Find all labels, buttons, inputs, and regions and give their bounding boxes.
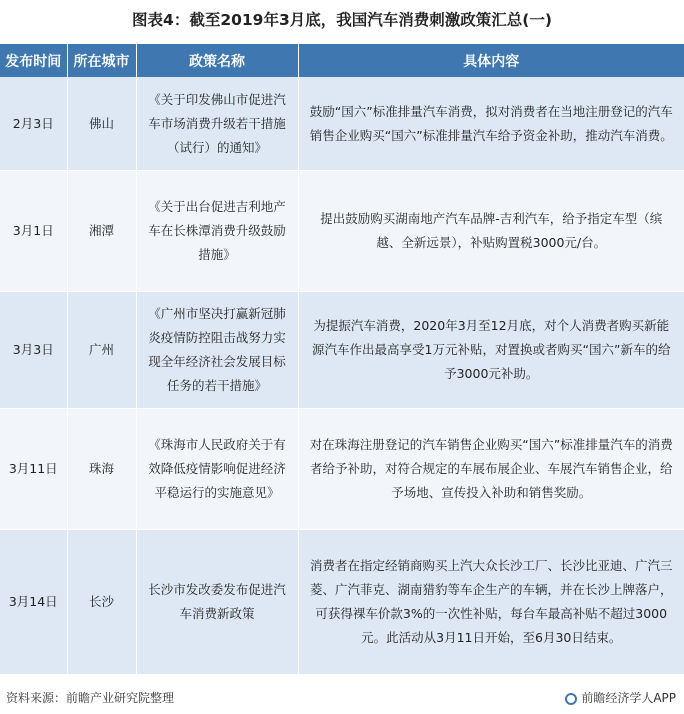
row-date: 3月14日 (0, 530, 67, 675)
row-content: 消费者在指定经销商购买上汽大众长沙工厂、长沙比亚迪、广汽三菱、广汽菲克、湖南猎豹等车企生产的车辆，并在长沙上牌落户，可获得裸车价款3%的一次性补贴，每台车最高补贴不超过3000元。此活动从3月11日开始，至6月30日结束。 (298, 530, 684, 675)
footer (0, 683, 684, 714)
policy-table (0, 44, 684, 675)
row-content: 为提振汽车消费，2020年3月至12月底，对个人消费者购买新能源汽车作出最高享受1万元补贴，对置换或者购买“国六”新车的给予3000元补助。 (298, 292, 684, 409)
table-row (0, 530, 684, 675)
row-city: 珠海 (67, 409, 136, 530)
row-content: 对在珠海注册登记的汽车销售企业购买“国六”标准排量汽车的消费者给予补助，对符合规定的车展布展企业、车展汽车销售企业，给予场地、宣传投入补助和销售奖励。 (298, 409, 684, 530)
table-row (0, 409, 684, 530)
brand-mark-icon (565, 693, 577, 705)
table-header-row (0, 44, 684, 77)
table-row (0, 292, 684, 409)
row-content: 提出鼓励购买湖南地产汽车品牌-吉利汽车，给予指定车型（缤越、全新远景），补贴购置税3000元/台。 (298, 171, 684, 292)
row-date: 3月3日 (0, 292, 67, 409)
row-content: 鼓励“国六”标准排量汽车消费，拟对消费者在当地注册登记的汽车销售企业购买“国六”标准排量汽车给予资金补助，推动汽车消费。 (298, 77, 684, 171)
column-header-policy: 政策名称 (136, 44, 298, 77)
table-row (0, 171, 684, 292)
source-note: 资料来源：前瞻产业研究院整理 (6, 691, 175, 705)
brand-label: 前瞻经济学人APP (581, 691, 676, 705)
table-row (0, 77, 684, 171)
row-city: 湘潭 (67, 171, 136, 292)
column-header-city: 所在城市 (67, 44, 136, 77)
column-header-content: 具体内容 (298, 44, 684, 77)
row-city: 长沙 (67, 530, 136, 675)
row-city: 广州 (67, 292, 136, 409)
page-title: 图表4：截至2019年3月底，我国汽车消费刺激政策汇总(一) (132, 11, 552, 29)
row-policy: 长沙市发改委发布促进汽车消费新政策 (136, 530, 298, 675)
row-date: 3月1日 (0, 171, 67, 292)
row-city: 佛山 (67, 77, 136, 171)
row-policy: 《关于出台促进吉利地产车在长株潭消费升级鼓励措施》 (136, 171, 298, 292)
row-date: 2月3日 (0, 77, 67, 171)
row-policy: 《广州市坚决打赢新冠肺炎疫情防控阻击战努力实现全年经济社会发展目标任务的若干措施》 (136, 292, 298, 409)
row-policy: 《关于印发佛山市促进汽车市场消费升级若干措施（试行）的通知》 (136, 77, 298, 171)
row-date: 3月11日 (0, 409, 67, 530)
brand-logo (565, 683, 676, 714)
row-policy: 《珠海市人民政府关于有效降低疫情影响促进经济平稳运行的实施意见》 (136, 409, 298, 530)
column-header-date: 发布时间 (0, 44, 67, 77)
